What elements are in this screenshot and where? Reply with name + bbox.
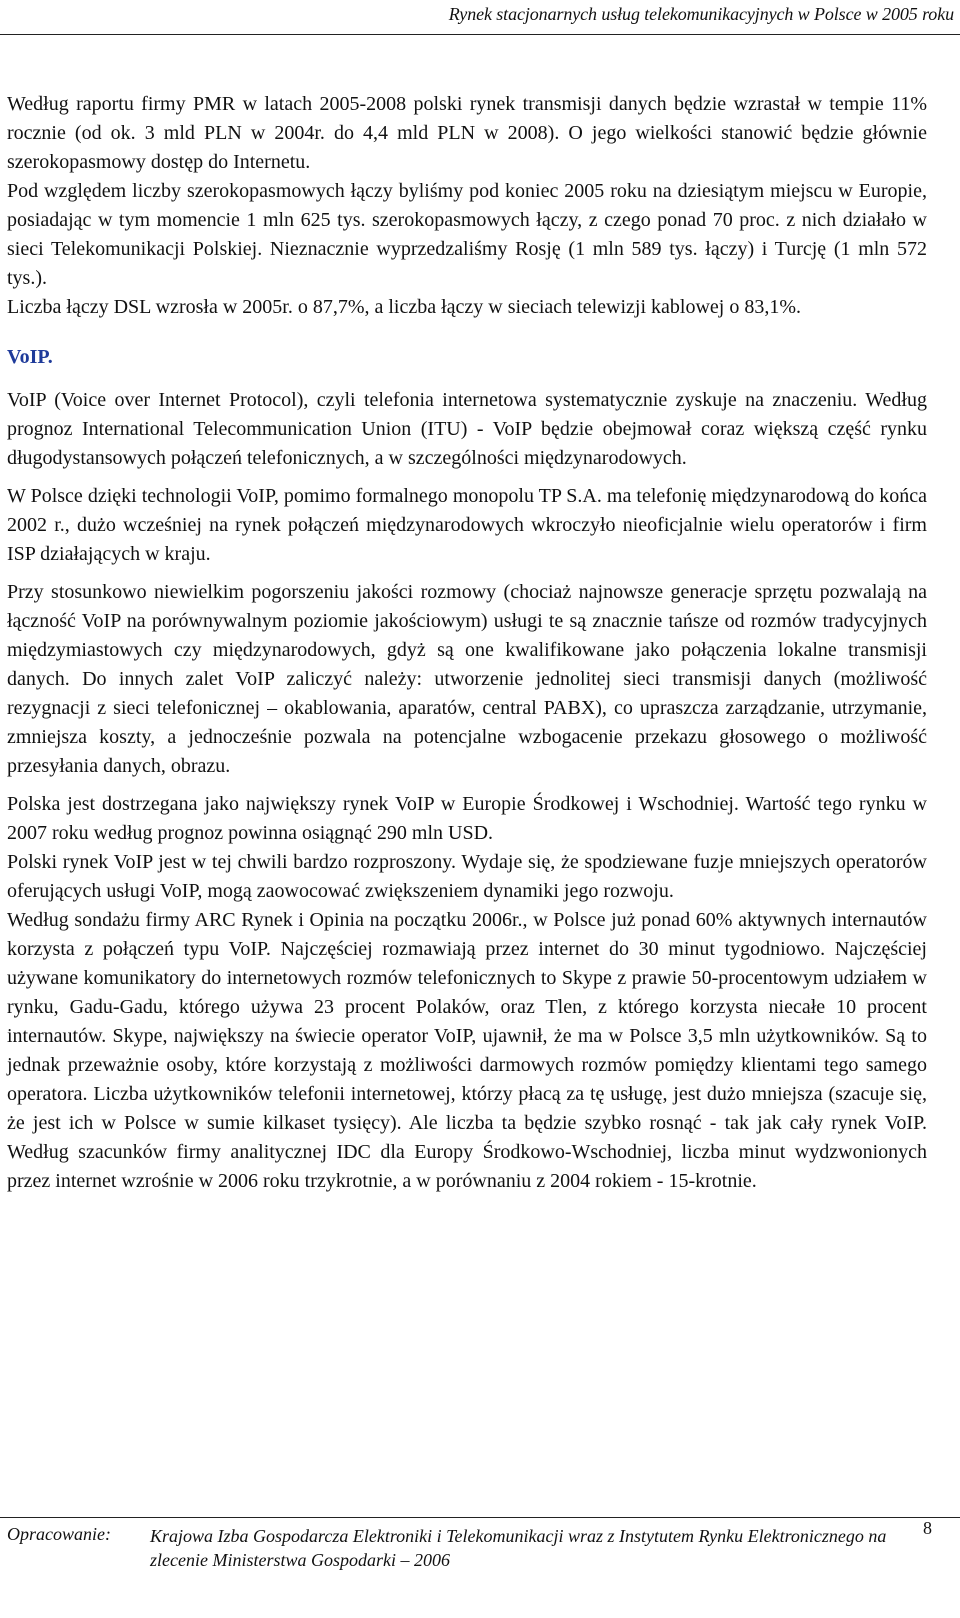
- paragraph-voip-market-value: Polska jest dostrzegana jako największy rynek VoIP w Europie Środkowej i Wschodniej. Wartość tego rynku w 2007 roku według prognoz powinna osiągnąć 290 mln USD.: [7, 793, 927, 844]
- paragraph-voip-poland: W Polsce dzięki technologii VoIP, pomimo formalnego monopolu TP S.A. ma telefonię międzynarodową do końca 2002 r., dużo wcześniej na rynek połączeń międzynarodowych wkroczyło nieoficjalnie wielu operatorów i firm ISP działających w kraju.: [7, 485, 927, 565]
- document-body: [7, 90, 927, 1196]
- paragraph-arc-survey: Według sondażu firmy ARC Rynek i Opinia na początku 2006r., w Polsce już ponad 60% aktywnych internautów korzysta z połączeń typu VoIP. Najczęściej rozmawiają przez internet do 30 minut tygodniowo. Najczęściej używane komunikatory do internetowych rozmów telefonicznych to Skype z prawie 50-procentowym udziałem w rynku, Gadu-Gadu, którego używa 23 procent Polaków, oraz Tlen, z którego korzysta niecałe 10 procent internautów. Skype, największy na świecie operator VoIP, ujawnił, że ma w Polsce 3,5 mln użytkowników. Są to jednak przeważnie osoby, które korzystają z możliwości darmowych rozmów pomiędzy klientami tego samego operatora. Liczba użytkowników telefonii internetowej, którzy płacą za tę usługę, jest dużo mniejsza (szacuje się, że jest ich w Polsce w sumie kilkaset tysięcy). Ale liczba ta będzie szybko rosnąć - tak jak cały rynek VoIP. Według szacunków firmy analitycznej IDC dla Europy Środkowo-Wschodniej, liczba minut wydzwonionych przez internet wzrośnie w 2006 roku trzykrotnie, a w porównaniu z 2004 rokiem - 15-krotnie.: [7, 909, 927, 1192]
- paragraph-dsl-growth: Liczba łączy DSL wzrosła w 2005r. o 87,7%, a liczba łączy w sieciach telewizji kablowej o 83,1%.: [7, 296, 801, 318]
- paragraph-voip-fragmentation: Polski rynek VoIP jest w tej chwili bardzo rozproszony. Wydaje się, że spodziewane fuzje mniejszych operatorów oferujących usługi VoIP, mogą zaowocować zwiększeniem dynamiki jego rozwoju.: [7, 851, 927, 902]
- page-header: [0, 4, 960, 35]
- footer-credit: Krajowa Izba Gospodarcza Elektroniki i Telekomunikacji wraz z Instytutem Rynku Elektronicznego na zlecenie Ministerstwa Gospodarki – 2006: [150, 1526, 887, 1570]
- page-footer: [0, 1517, 960, 1618]
- paragraph-data-transmission-market: Według raportu firmy PMR w latach 2005-2008 polski rynek transmisji danych będzie wzrastał w tempie 11% rocznie (od ok. 3 mld PLN w 2004r. do 4,4 mld PLN w 2008). O jego wielkości stanowić będzie głównie szerokopasmowy dostęp do Internetu.: [7, 93, 927, 173]
- paragraph-broadband-ranking: Pod względem liczby szerokopasmowych łączy byliśmy pod koniec 2005 roku na dziesiątym miejscu w Europie, posiadając w tym momencie 1 mln 625 tys. szerokopasmowych łączy, z czego ponad 70 proc. z nich działało w sieci Telekomunikacji Polskiej. Nieznacznie wyprzedzaliśmy Rosję (1 mln 589 tys. łączy) i Turcję (1 mln 572 tys.).: [7, 180, 927, 289]
- section-heading-voip: VoIP.: [7, 346, 53, 368]
- paragraph-voip-advantages: Przy stosunkowo niewielkim pogorszeniu jakości rozmowy (chociaż najnowsze generacje sprzętu pozwalają na łączność VoIP na porównywalnym poziomie jakościowym) usługi te są znacznie tańsze od rozmów tradycyjnych międzymiastowych czy międzynarodowych, gdyż są one kwalifikowane jako połączenia lokalne transmisji danych. Do innych zalet VoIP zaliczyć należy: utworzenie jednolitej sieci transmisji danych (możliwość rezygnacji z sieci telefonicznej – okablowania, aparatów, central PABX), co upraszcza zarządzanie, utrzymanie, zmniejsza koszty, a jednocześnie pozwala na potencjalne wzbogacenie przekazu głosowego o możliwość przesyłania danych, obrazu.: [7, 581, 927, 777]
- page-number: 8: [923, 1518, 932, 1538]
- running-title: Rynek stacjonarnych usług telekomunikacyjnych w Polsce w 2005 roku: [448, 4, 954, 24]
- paragraph-voip-intro: VoIP (Voice over Internet Protocol), czyli telefonia internetowa systematycznie zyskuje na znaczeniu. Według prognoz International Telecommunication Union (ITU) - VoIP będzie obejmował coraz większą część rynku długodystansowych połączeń telefonicznych, a w szczególności międzynarodowych.: [7, 389, 927, 469]
- footer-label: Opracowanie:: [7, 1524, 111, 1544]
